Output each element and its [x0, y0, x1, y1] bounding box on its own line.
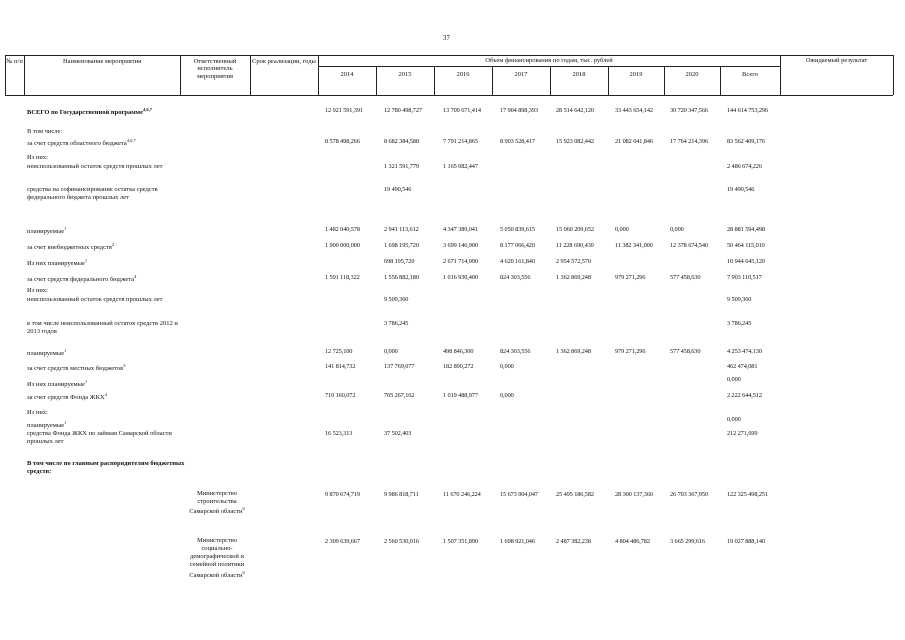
cell-value: 28 881 594,498 — [727, 226, 765, 233]
footnote-mark: 6 — [242, 506, 245, 512]
cell-value: 0,000 — [500, 392, 514, 399]
year-header: 2017 — [514, 71, 528, 78]
cell-value: 8 177 066,420 — [500, 242, 535, 249]
row-label — [27, 348, 187, 358]
cell-value: 0,000 — [500, 363, 514, 370]
cell-value: 2 954 572,570 — [556, 258, 591, 265]
cell-value: 1 698 921,046 — [500, 538, 535, 545]
manager-name-text: Министерство строительства Самарской области — [189, 490, 243, 516]
row-label — [27, 226, 187, 236]
header-bottom-line — [5, 95, 893, 96]
row-label-text: Из них планируемые — [27, 381, 85, 389]
row-label-text: Из них: — [27, 154, 48, 161]
cell-value: 50 464 115,010 — [727, 242, 765, 249]
cell-value: 1 362 869,248 — [556, 274, 591, 281]
row-label — [27, 274, 187, 284]
cell-value: 11 382 341,000 — [615, 242, 653, 249]
footnote-mark: 1 — [64, 420, 67, 425]
row-label-text: неиспользованный остаток средств прошлых лет — [27, 296, 163, 303]
cell-value: 1 900 000,000 — [325, 242, 360, 249]
cell-value: 1 591 118,322 — [325, 274, 360, 281]
footnote-mark: 2 — [111, 242, 115, 247]
manager-name — [182, 490, 252, 517]
cell-value: 9 509,360 — [384, 296, 409, 303]
page-number: 37 — [443, 34, 450, 42]
row-label-text: В том числе по главным распорядителям бюджетных средств: — [27, 460, 185, 476]
cell-value: 15 060 209,652 — [556, 226, 594, 233]
footnote-mark: 4 — [104, 392, 107, 397]
footnote-mark: 4,6,7 — [143, 107, 152, 112]
cell-value: 1 321 591,779 — [384, 163, 419, 170]
year-header: 2016 — [456, 71, 470, 78]
cell-value: 8 682 384,588 — [384, 138, 419, 145]
row-label — [27, 379, 187, 389]
year-header: 2019 — [629, 71, 643, 78]
cell-value: 1 556 882,180 — [384, 274, 419, 281]
row-label-text: планируемые — [27, 422, 65, 430]
row-label-text: за счет внебюджетных средств — [27, 244, 112, 252]
cell-value: 137 769,077 — [384, 363, 415, 370]
footnote-mark: 3 — [123, 363, 126, 368]
cell-value: 16 523,313 — [325, 430, 353, 437]
header-col-exec: Ответственный исполнитель мероприятия — [193, 58, 237, 80]
cell-value: 10 944 645,120 — [727, 258, 765, 265]
cell-value: 11 670 246,224 — [443, 491, 481, 498]
cell-value: 15 923 082,442 — [556, 138, 594, 145]
cell-value: 2 222 644,512 — [727, 392, 762, 399]
cell-value: 1 507 351,890 — [443, 538, 478, 545]
cell-value: 17 904 898,393 — [500, 107, 538, 114]
cell-value: 710 160,072 — [325, 392, 356, 399]
footnote-mark: 4,6,7 — [126, 138, 136, 143]
cell-value: 141 814,732 — [325, 363, 356, 370]
cell-value: 3 699 146,900 — [443, 242, 478, 249]
cell-value: 3 665 299,616 — [670, 538, 705, 545]
cell-value: 25 495 186,582 — [556, 491, 594, 498]
cell-value: 28 300 137,360 — [615, 491, 653, 498]
cell-value: 1 165 082,447 — [443, 163, 478, 170]
cell-value: 2 486 674,226 — [727, 163, 762, 170]
cell-value: 462 474,081 — [727, 363, 758, 370]
cell-value: 5 050 839,615 — [500, 226, 535, 233]
cell-value: 0,000 — [727, 376, 741, 383]
cell-value: 144 614 753,296 — [727, 107, 769, 114]
header-col-no: № п/п — [6, 58, 23, 65]
cell-value: 9 870 674,719 — [325, 491, 360, 498]
cell-value: 12 725,100 — [325, 348, 353, 355]
row-label-text: средства на софинансирование остатка средств федерального бюджета прошлых лет — [27, 186, 158, 202]
cell-value: 7 791 214,865 — [443, 138, 478, 145]
cell-value: 30 720 347,566 — [670, 107, 708, 114]
row-label-text: средства Фонда ЖКХ по займам Самарской области прошлых лет — [27, 430, 172, 446]
footnote-mark: 6 — [242, 569, 245, 575]
cell-value: 577 458,630 — [670, 348, 701, 355]
cell-value: 182 890,272 — [443, 363, 474, 370]
header-col-term: Срок реализации, годы — [252, 58, 316, 65]
cell-value: 19 490,546 — [384, 186, 412, 193]
footnote-mark: 1 — [64, 226, 67, 231]
cell-value: 3 786,245 — [727, 320, 752, 327]
cell-value: 1 698 195,720 — [384, 242, 419, 249]
cell-value: 705 267,162 — [384, 392, 415, 399]
footnote-mark: 4 — [134, 274, 137, 279]
year-header: 2020 — [685, 71, 699, 78]
cell-value: 0,000 — [727, 416, 741, 423]
cell-value: 979 271,296 — [615, 348, 646, 355]
row-label — [27, 363, 187, 373]
cell-value: 7 903 110,517 — [727, 274, 762, 281]
cell-value: 4 347 389,041 — [443, 226, 478, 233]
cell-value: 212 271,699 — [727, 430, 758, 437]
cell-value: 3 786,245 — [384, 320, 409, 327]
manager-name — [182, 537, 252, 580]
row-label — [27, 430, 187, 446]
header-year-line — [318, 66, 780, 67]
header-col-name: Наименование мероприятия — [62, 58, 142, 65]
cell-value: 83 562 409,176 — [727, 138, 765, 145]
footnote-mark: 1 — [84, 258, 88, 263]
header-top-line — [5, 55, 893, 56]
row-label — [27, 296, 187, 304]
cell-value: 13 709 671,414 — [443, 107, 481, 114]
cell-value: 11 228 690,430 — [556, 242, 594, 249]
cell-value: 698 195,720 — [384, 258, 415, 265]
cell-value: 824 303,556 — [500, 348, 531, 355]
header-divider — [780, 55, 781, 95]
year-header: 2018 — [572, 71, 586, 78]
header-divider — [24, 55, 25, 95]
cell-value: 9 986 818,711 — [384, 491, 419, 498]
row-label — [27, 320, 187, 336]
row-label-text: за счет средств Фонда ЖКХ — [27, 394, 105, 402]
row-label — [27, 392, 187, 402]
cell-value: 2 941 113,612 — [384, 226, 419, 233]
row-label — [27, 186, 187, 202]
cell-value: 17 764 214,396 — [670, 138, 708, 145]
cell-value: 19 490,546 — [727, 186, 755, 193]
cell-value: 28 514 642,120 — [556, 107, 594, 114]
cell-value: 33 443 654,142 — [615, 107, 653, 114]
cell-value: 15 673 904,047 — [500, 491, 538, 498]
row-label-text: в том числе неиспользованный остаток средств 2012 и 2013 годов — [27, 320, 178, 336]
cell-value: 0,000 — [384, 348, 398, 355]
cell-value: 122 325 498,251 — [727, 491, 769, 498]
row-label-text: за счет средств федерального бюджета — [27, 276, 135, 284]
row-label — [27, 258, 187, 268]
footnote-mark: 1 — [84, 379, 88, 384]
row-label-text: за счет средств местных бюджетов — [27, 365, 124, 373]
row-label-text: планируемые — [27, 350, 65, 358]
cell-value: 12 780 498,727 — [384, 107, 422, 114]
cell-value: 0,000 — [670, 226, 684, 233]
year-header: Всего — [742, 71, 758, 78]
cell-value: 0,000 — [615, 226, 629, 233]
cell-value: 4 620 161,840 — [500, 258, 535, 265]
row-label — [27, 163, 187, 171]
manager-name-text: Министерство социально-демографической и семейной политики Самарской области — [189, 537, 245, 579]
row-label-text: неиспользованный остаток средств прошлых лет — [27, 163, 163, 170]
header-divider — [180, 55, 181, 95]
cell-value: 12 921 591,391 — [325, 107, 363, 114]
cell-value: 979 271,296 — [615, 274, 646, 281]
cell-value: 37 502,403 — [384, 430, 412, 437]
header-col-result: Ожидаемый результат — [805, 57, 868, 64]
row-label — [27, 420, 187, 430]
year-header: 2015 — [398, 71, 412, 78]
row-label — [27, 460, 187, 476]
cell-value: 577 458,630 — [670, 274, 701, 281]
row-label-text: ВСЕГО по Государственной программе — [27, 109, 143, 117]
row-label — [27, 287, 187, 295]
row-label-text: Из них: — [27, 287, 48, 294]
row-label-text: Из них планируемые — [27, 260, 85, 268]
cell-value: 824 303,556 — [500, 274, 531, 281]
cell-value: 2 560 530,016 — [384, 538, 419, 545]
cell-value: 2 487 382,238 — [556, 538, 591, 545]
header-divider — [250, 55, 251, 95]
row-label — [27, 128, 187, 136]
footnote-mark: 1 — [64, 348, 67, 353]
row-label — [27, 107, 187, 117]
year-header: 2014 — [340, 71, 354, 78]
cell-value: 21 082 041,846 — [615, 138, 653, 145]
cell-value: 1 362 869,248 — [556, 348, 591, 355]
cell-value: 8 903 528,417 — [500, 138, 535, 145]
cell-value: 19 027 888,140 — [727, 538, 765, 545]
cell-value: 26 703 367,950 — [670, 491, 708, 498]
row-label — [27, 138, 187, 148]
cell-value: 1 016 930,400 — [443, 274, 478, 281]
row-label-text: В том числе: — [27, 128, 63, 135]
row-label — [27, 154, 187, 162]
row-label — [27, 409, 187, 417]
cell-value: 9 509,360 — [727, 296, 752, 303]
cell-value: 1 482 040,578 — [325, 226, 360, 233]
header-col-financing: Объем финансирования по годам, тыс. рублей — [485, 57, 613, 64]
cell-value: 2 309 639,667 — [325, 538, 360, 545]
row-label-text: планируемые — [27, 228, 65, 236]
cell-value: 1 019 488,977 — [443, 392, 478, 399]
cell-value: 8 578 498,266 — [325, 138, 360, 145]
cell-value: 4 253 474,130 — [727, 348, 762, 355]
row-label — [27, 242, 187, 252]
cell-value: 2 671 714,990 — [443, 258, 478, 265]
row-label-text: за счет средств областного бюджета — [27, 140, 127, 148]
cell-value: 4 804 486,782 — [615, 538, 650, 545]
header-divider — [893, 55, 894, 95]
row-label-text: Из них: — [27, 409, 48, 416]
cell-value: 12 378 674,540 — [670, 242, 708, 249]
cell-value: 498 846,300 — [443, 348, 474, 355]
